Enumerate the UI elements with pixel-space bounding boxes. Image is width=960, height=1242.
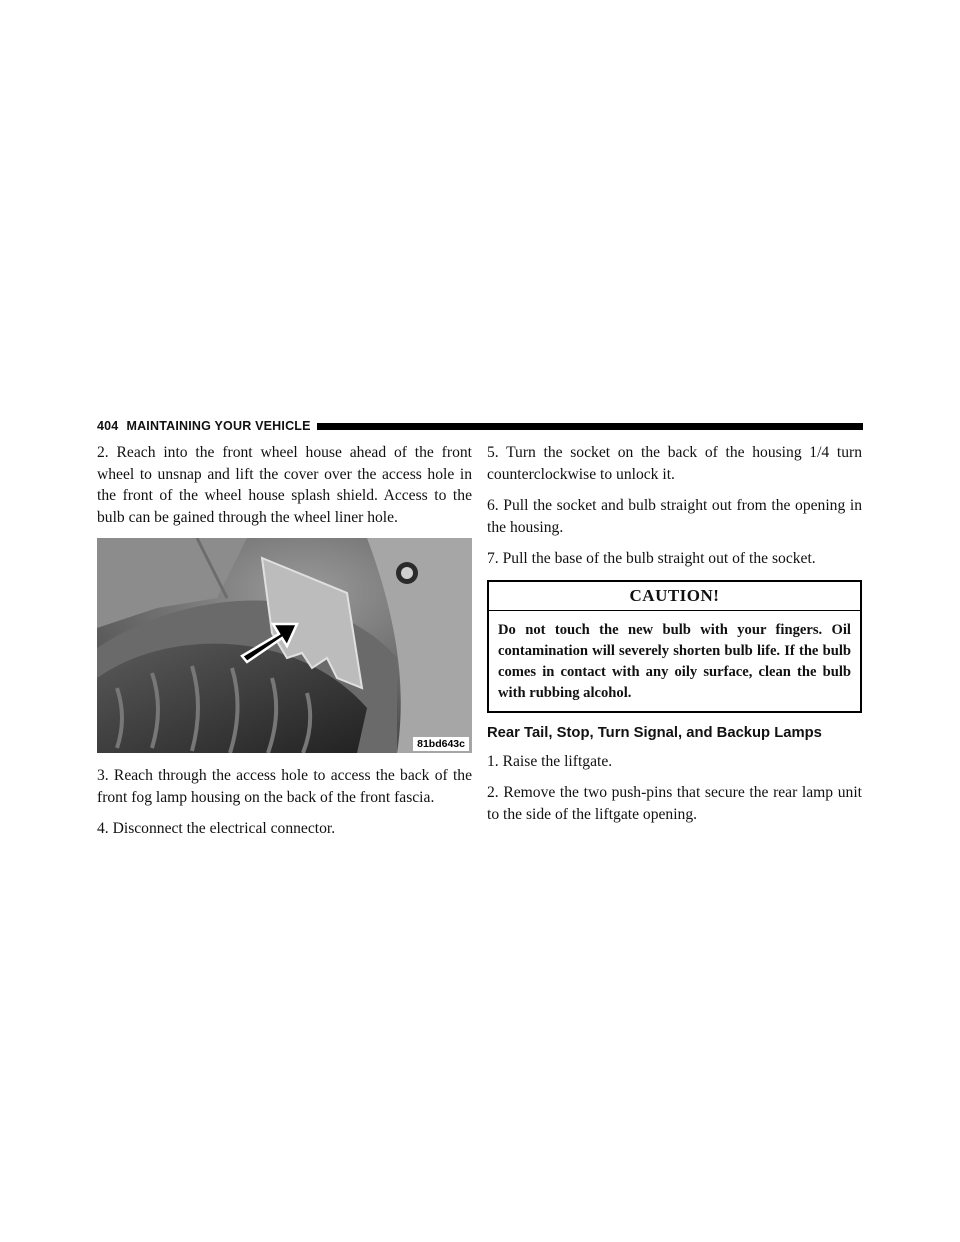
step-2: 2. Reach into the front wheel house ahead of the front wheel to unsnap and lift the cover over the access hole in the front of the wheel house splash shield. Access to the bulb can be gained through the wheel liner hole. <box>97 444 472 526</box>
caution-title: CAUTION! <box>489 582 860 611</box>
wheel-house-photo <box>97 538 472 753</box>
sub-step-1: 1. Raise the liftgate. <box>487 752 613 770</box>
step-6: 6. Pull the socket and bulb straight out from the opening in the housing. <box>487 497 862 536</box>
right-column <box>487 442 862 835</box>
caution-box <box>487 580 862 713</box>
figure-label: 81bd643c <box>413 737 469 751</box>
sub-step-2: 2. Remove the two push-pins that secure the rear lamp unit to the side of the liftgate opening. <box>487 784 862 823</box>
section-title: MAINTAINING YOUR VEHICLE <box>126 419 311 433</box>
step-7: 7. Pull the base of the bulb straight out of the socket. <box>487 550 816 567</box>
left-column <box>97 442 472 850</box>
step-5: 5. Turn the socket on the back of the housing 1/4 turn counterclockwise to unlock it. <box>487 444 862 483</box>
page-number: 404 <box>97 419 119 433</box>
wheel-house-illustration <box>97 538 472 753</box>
subheading-rear-lamps: Rear Tail, Stop, Turn Signal, and Backup Lamps <box>487 724 822 741</box>
step-4: 4. Disconnect the electrical connector. <box>97 820 336 837</box>
header-rule <box>317 423 863 430</box>
page-header <box>97 418 863 434</box>
step-3: 3. Reach through the access hole to access the back of the front fog lamp housing on the back of the front fascia. <box>97 767 472 806</box>
caution-text: Do not touch the new bulb with your fingers. Oil contamination will severely shorten bulb life. If the bulb comes in contact with any oily surface, clean the bulb with rubbing alcohol. <box>498 621 851 701</box>
